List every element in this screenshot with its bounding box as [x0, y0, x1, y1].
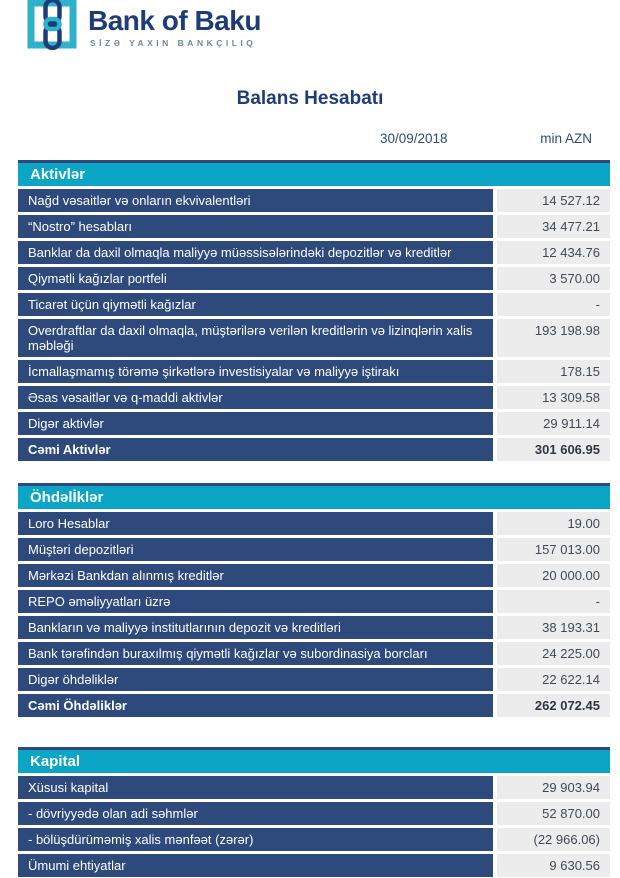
row-value-cell: 20 000.00 — [497, 564, 610, 587]
table-row — [18, 412, 610, 435]
row-value-cell: 262 072.45 — [497, 694, 610, 717]
brand-tagline: SİZƏ YAXIN BANKÇILIQ — [90, 38, 257, 48]
row-label-cell: Cəmi Aktivlər — [18, 438, 493, 461]
section-title: Aktivlər — [30, 166, 86, 183]
row-label-cell: Bankların və maliyyə institutlarının depozit və kreditləri — [18, 616, 493, 639]
table-row — [18, 854, 610, 877]
table-row — [18, 293, 610, 316]
currency-unit: min AZN — [540, 131, 592, 146]
section-title: Kapital — [30, 753, 81, 770]
row-value-cell: 52 870.00 — [497, 802, 610, 825]
balance-section — [18, 747, 610, 877]
row-label-cell: Ümumi ehtiyatlar — [18, 854, 493, 877]
report-date: 30/09/2018 — [380, 131, 448, 146]
row-value-cell: 14 527.12 — [497, 189, 610, 212]
sections — [18, 160, 610, 877]
row-value-cell: 34 477.21 — [497, 215, 610, 238]
row-label-cell: Qiymətli kağızlar portfeli — [18, 267, 493, 290]
section-title: Öhdəlİklər — [30, 489, 104, 506]
row-value-cell: (22 966.06) — [497, 828, 610, 851]
table-row — [18, 215, 610, 238]
row-value-cell: 193 198.98 — [497, 319, 610, 357]
row-value-cell: 29 903.94 — [497, 776, 610, 799]
row-value-cell: 157 013.00 — [497, 538, 610, 561]
row-label-cell: Overdraftlar da daxil olmaqla, müştərilərə verilən kreditlərin və lizinqlərin xalis məbləği — [18, 319, 493, 357]
row-label-cell: Banklar da daxil olmaqla maliyyə müəssisələrindəki depozitlər və kreditlər — [18, 241, 493, 264]
table-row — [18, 241, 610, 264]
row-label-cell: Əsas vəsaitlər və q-maddi aktivlər — [18, 386, 493, 409]
row-value-cell: - — [497, 590, 610, 613]
row-label-cell: Mərkəzi Bankdan alınmış kreditlər — [18, 564, 493, 587]
section-header — [18, 483, 610, 509]
table-row — [18, 694, 610, 717]
row-label-cell: Ticarət üçün qiymətli kağızlar — [18, 293, 493, 316]
row-label-cell: - bölüşdürüməmiş xalis mənfəət (zərər) — [18, 828, 493, 851]
table-row — [18, 360, 610, 383]
table-row — [18, 438, 610, 461]
table-row — [18, 386, 610, 409]
row-label-cell: REPO əməliyyatları üzrə — [18, 590, 493, 613]
report-meta — [0, 131, 620, 149]
table-row — [18, 267, 610, 290]
table-row — [18, 668, 610, 691]
row-value-cell: 12 434.76 — [497, 241, 610, 264]
row-value-cell: 178.15 — [497, 360, 610, 383]
row-value-cell: 24 225.00 — [497, 642, 610, 665]
page-title: Balans Hesabatı — [236, 88, 384, 109]
section-rows — [18, 512, 610, 717]
row-value-cell: 19.00 — [497, 512, 610, 535]
section-rows — [18, 189, 610, 461]
table-row — [18, 802, 610, 825]
row-label-cell: Müştəri depozitləri — [18, 538, 493, 561]
table-row — [18, 512, 610, 535]
row-value-cell: - — [497, 293, 610, 316]
table-row — [18, 538, 610, 561]
row-value-cell: 29 911.14 — [497, 412, 610, 435]
row-value-cell: 3 570.00 — [497, 267, 610, 290]
row-label-cell: “Nostro” hesabları — [18, 215, 493, 238]
table-row — [18, 189, 610, 212]
table-row — [18, 828, 610, 851]
table-row — [18, 564, 610, 587]
row-value-cell: 38 193.31 — [497, 616, 610, 639]
row-label-cell: Digər aktivlər — [18, 412, 493, 435]
row-value-cell: 301 606.95 — [497, 438, 610, 461]
row-label-cell: Nağd vəsaitlər və onların ekvivalentləri — [18, 189, 493, 212]
row-value-cell: 22 622.14 — [497, 668, 610, 691]
brand-name: Bank of Baku — [88, 5, 261, 36]
row-label-cell: Bank tərəfindən buraxılmış qiymətli kağızlar və subordinasiya borcları — [18, 642, 493, 665]
row-label-cell: - dövriyyədə olan adi səhmlər — [18, 802, 493, 825]
table-row — [18, 642, 610, 665]
row-value-cell: 13 309.58 — [497, 386, 610, 409]
balance-section — [18, 483, 610, 717]
section-header — [18, 747, 610, 773]
row-label-cell: Xüsusi kapital — [18, 776, 493, 799]
row-label-cell: Loro Hesablar — [18, 512, 493, 535]
bank-of-baku-logo-icon — [27, 0, 77, 50]
balance-section — [18, 160, 610, 461]
table-row — [18, 319, 610, 357]
row-label-cell: İcmallaşmamış törəmə şirkətlərə investisiyalar və maliyyə iştirakı — [18, 360, 493, 383]
row-label-cell: Cəmi Öhdəliklər — [18, 694, 493, 717]
section-rows — [18, 776, 610, 877]
section-header — [18, 160, 610, 186]
table-row — [18, 776, 610, 799]
brand-header — [27, 0, 261, 50]
row-value-cell: 9 630.56 — [497, 854, 610, 877]
table-row — [18, 590, 610, 613]
table-row — [18, 616, 610, 639]
row-label-cell: Digər öhdəliklər — [18, 668, 493, 691]
brand-text — [88, 0, 261, 48]
